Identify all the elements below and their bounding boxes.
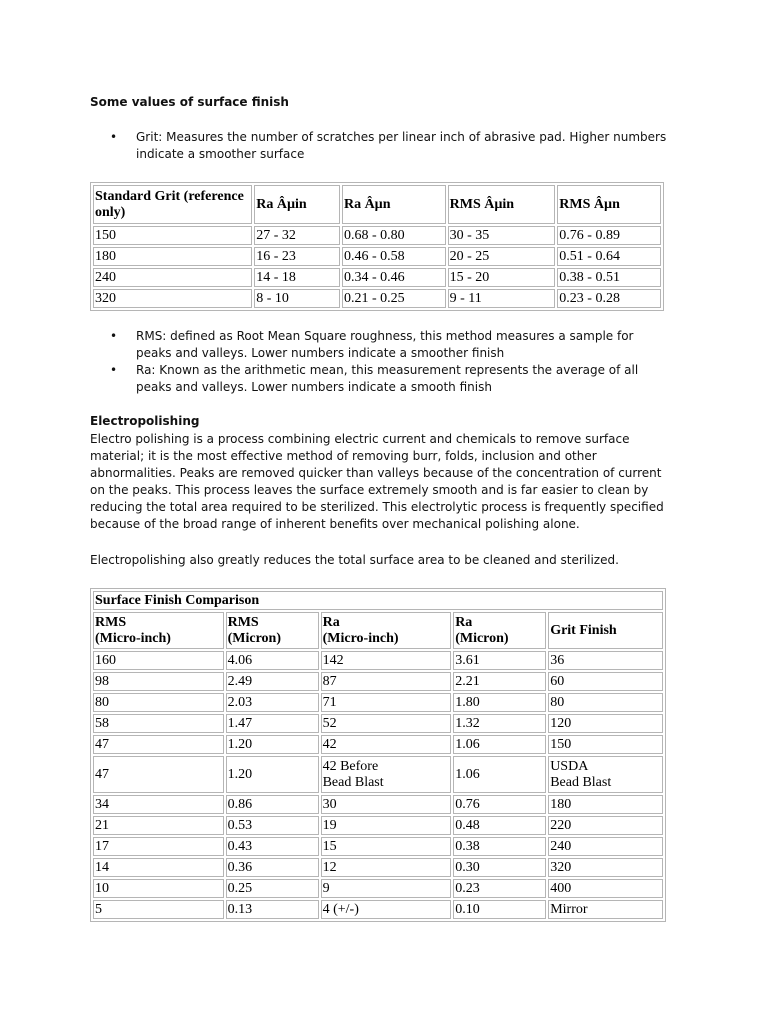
comparison-table-cell [93,756,224,793]
comparison-col-header-line: RMS [95,614,127,630]
comparison-table-caption: Surface Finish Comparison [93,591,663,610]
comparison-table-row [93,816,663,835]
comparison-col-header-line: Grit Finish [550,622,617,638]
grit-table-cell: 0.21 - 0.25 [342,289,446,308]
comparison-table-cell [226,879,319,898]
grit-table-cell: 15 - 20 [448,268,556,287]
grit-table-cell: 14 - 18 [254,268,340,287]
electropolishing-title: Electropolishing [90,414,200,428]
comparison-table-row [93,900,663,919]
comparison-table-cell [321,735,452,754]
comparison-table-cell [226,795,319,814]
comparison-table-cell [548,837,663,856]
grit-table-row [93,289,661,308]
comparison-table-cell [548,900,663,919]
grit-table-cell: 9 - 11 [448,289,556,308]
comparison-cell-line: 1.20 [227,766,253,782]
comparison-cell-line: 1.06 [455,736,480,752]
comparison-cell-line: Bead Blast [550,774,612,790]
comparison-cell-line: 19 [322,817,337,833]
grit-col-header: RMS Âµin [448,185,556,224]
comparison-table-cell [453,714,546,733]
comparison-table-row [93,858,663,877]
comparison-cell-line: 120 [550,715,572,731]
comparison-table-row [93,756,663,793]
section-title: Some values of surface finish [90,95,289,109]
comparison-table-cell [93,837,224,856]
comparison-table-cell [548,693,663,712]
comparison-table-cell [226,900,319,919]
comparison-table-cell [93,672,224,691]
comparison-table-row [93,879,663,898]
comparison-cell-line: 400 [550,880,572,896]
comparison-table-cell [321,756,452,793]
grit-table-cell: 0.51 - 0.64 [557,247,661,266]
comparison-table-row [93,714,663,733]
comparison-col-header-line: Ra [455,614,473,630]
comparison-cell-line: 5 [95,901,102,917]
comparison-cell-line: 180 [550,796,572,812]
comparison-cell-line: 34 [95,796,109,812]
comparison-table-cell [453,735,546,754]
comparison-col-header-line: (Micron) [455,630,509,646]
rms-bullet: • RMS: defined as Root Mean Square roughness, this method measures a sample for peaks and valleys. Lower numbers indicate a smoother finish [110,328,670,362]
comparison-col-header [453,612,546,649]
comparison-col-header-line: (Micron) [227,630,281,646]
comparison-col-header [226,612,319,649]
comparison-table-cell [321,858,452,877]
comparison-cell-line: 142 [322,652,344,668]
comparison-cell-line: 0.38 [455,838,480,854]
comparison-caption-row [93,591,663,610]
comparison-table-cell [226,756,319,793]
electropolishing-paragraph: Electro polishing is a process combining electric current and chemicals to remove surface material; it is the most effective method of removing burr, folds, inclusion and other abnormalities. Peaks are removed quicker than valleys because of the concentration of current on the peaks. This process leaves the surface extremely smooth and is far easier to clean by reducing the total area required to be sterilized. This electrolytic process is frequently specified because of the broad range of inherent benefits over mechanical polishing alone. [90,432,664,531]
comparison-table-row [93,735,663,754]
definition-bullet-list [110,328,670,396]
comparison-col-header-line: (Micro-inch) [322,630,399,646]
comparison-col-header-line: Ra [322,614,340,630]
comparison-table-cell [93,900,224,919]
comparison-cell-line: 1.20 [227,736,253,752]
comparison-cell-line: 36 [550,652,565,668]
grit-bullet: • Grit: Measures the number of scratches per linear inch of abrasive pad. Higher numbers indicate a smoother surface [110,129,670,163]
comparison-cell-line: 2.49 [227,673,253,689]
comparison-cell-line: 12 [322,859,337,875]
comparison-cell-line: 0.30 [455,859,480,875]
grit-table-row [93,268,661,287]
comparison-table-cell [548,858,663,877]
comparison-cell-line: 10 [95,880,109,896]
comparison-cell-line: 0.36 [227,859,253,875]
grit-table-row [93,247,661,266]
grit-table-cell: 180 [93,247,252,266]
comparison-table-cell [226,735,319,754]
comparison-table-cell [548,651,663,670]
comparison-table-cell [548,672,663,691]
comparison-cell-line: 1.80 [455,694,480,710]
comparison-cell-line: 0.10 [455,901,480,917]
comparison-table-row [93,693,663,712]
comparison-cell-line: 150 [550,736,572,752]
grit-table-cell: 0.38 - 0.51 [557,268,661,287]
comparison-table-body [93,651,663,919]
grit-table [90,182,664,311]
comparison-table-cell [453,879,546,898]
comparison-cell-line: 2.03 [227,694,253,710]
comparison-table-cell [548,735,663,754]
comparison-cell-line: 15 [322,838,337,854]
comparison-cell-line: 42 [322,736,337,752]
grit-table-cell: 320 [93,289,252,308]
comparison-cell-line: 0.53 [227,817,253,833]
comparison-table-cell [548,879,663,898]
comparison-col-header-line: (Micro-inch) [95,630,171,646]
comparison-cell-line: 0.43 [227,838,253,854]
comparison-cell-line: 87 [322,673,337,689]
comparison-cell-line: 1.06 [455,766,480,782]
comparison-table-cell [93,858,224,877]
comparison-table-row [93,795,663,814]
comparison-cell-line: 0.86 [227,796,253,812]
comparison-table-cell [93,795,224,814]
comparison-table-cell [321,816,452,835]
comparison-table-cell [226,693,319,712]
grit-table-cell: 0.46 - 0.58 [342,247,446,266]
comparison-table-cell [93,714,224,733]
grit-col-header: Ra Âµin [254,185,340,224]
grit-table-body [93,226,661,308]
comparison-table-cell [321,900,452,919]
grit-table-cell: 150 [93,226,252,245]
comparison-cell-line: 47 [95,736,109,752]
comparison-cell-line: 80 [95,694,109,710]
comparison-table-cell [321,714,452,733]
comparison-cell-line: 71 [322,694,337,710]
comparison-cell-line: Mirror [550,901,588,917]
comparison-cell-line: 98 [95,673,109,689]
comparison-table-cell [226,858,319,877]
grit-col-header: RMS Âµn [557,185,661,224]
grit-table-cell: 240 [93,268,252,287]
grit-table-cell: 20 - 25 [448,247,556,266]
comparison-cell-line: 21 [95,817,109,833]
comparison-cell-line: 240 [550,838,572,854]
comparison-cell-line: 9 [322,880,330,896]
ra-bullet: • Ra: Known as the arithmetic mean, this measurement represents the average of all peaks and valleys. Lower numbers indicate a smooth finish [110,362,670,396]
comparison-cell-line: 4.06 [227,652,253,668]
comparison-cell-line: 1.32 [455,715,480,731]
comparison-table-row [93,837,663,856]
comparison-table-cell [226,714,319,733]
surface-area-paragraph: Electropolishing also greatly reduces the total surface area to be cleaned and sterilized. [90,553,619,567]
comparison-cell-line: 58 [95,715,109,731]
comparison-cell-line: 0.25 [227,880,253,896]
comparison-table-cell [93,735,224,754]
comparison-col-header [93,612,224,649]
comparison-table-cell [321,693,452,712]
grit-table-cell: 0.76 - 0.89 [557,226,661,245]
comparison-table-cell [453,672,546,691]
comparison-table-cell [226,837,319,856]
comparison-table-cell [226,816,319,835]
comparison-table-cell [453,651,546,670]
comparison-table-cell [321,795,452,814]
grit-table-cell: 8 - 10 [254,289,340,308]
comparison-table-row [93,672,663,691]
comparison-cell-line: Bead Blast [322,774,384,790]
comparison-cell-line: 60 [550,673,565,689]
comparison-table-cell [548,816,663,835]
grit-table-cell: 0.23 - 0.28 [557,289,661,308]
comparison-col-header [548,612,663,649]
comparison-cell-line: 220 [550,817,572,833]
grit-col-header: Ra Âµn [342,185,446,224]
comparison-table-cell [548,756,663,793]
comparison-table-row [93,651,663,670]
comparison-col-header-line: RMS [227,614,259,630]
comparison-table-cell [548,714,663,733]
grit-col-header: Standard Grit (reference only) [93,185,252,224]
comparison-cell-line: 0.13 [227,901,253,917]
grit-table-header-row [93,185,661,224]
grit-table-cell: 0.34 - 0.46 [342,268,446,287]
comparison-cell-line: 17 [95,838,109,854]
comparison-table-cell [226,672,319,691]
comparison-cell-line: 160 [95,652,116,668]
comparison-table-cell [321,837,452,856]
comparison-cell-line: 47 [95,766,109,782]
comparison-table-cell [548,795,663,814]
comparison-header-row [93,612,663,649]
grit-table-cell: 30 - 35 [448,226,556,245]
comparison-cell-line: 42 Before [322,758,379,774]
comparison-table-cell [453,858,546,877]
grit-table-row [93,226,661,245]
comparison-cell-line: 2.21 [455,673,480,689]
comparison-table-cell [453,795,546,814]
comparison-cell-line: 52 [322,715,337,731]
comparison-cell-line: 30 [322,796,337,812]
comparison-cell-line: 0.48 [455,817,480,833]
surface-finish-comparison-table [90,588,666,922]
comparison-cell-line: 4 (+/-) [322,901,359,917]
grit-table-cell: 0.68 - 0.80 [342,226,446,245]
comparison-table-cell [321,879,452,898]
comparison-table-cell [93,693,224,712]
comparison-table-cell [93,816,224,835]
comparison-cell-line: 80 [550,694,565,710]
comparison-table-cell [453,816,546,835]
grit-table-cell: 27 - 32 [254,226,340,245]
comparison-table-cell [453,900,546,919]
comparison-col-header [321,612,452,649]
comparison-cell-line: 0.76 [455,796,480,812]
grit-table-cell: 16 - 23 [254,247,340,266]
comparison-table-cell [453,837,546,856]
comparison-cell-line: 320 [550,859,572,875]
comparison-cell-line: USDA [550,758,589,774]
comparison-cell-line: 3.61 [455,652,480,668]
comparison-cell-line: 1.47 [227,715,253,731]
comparison-cell-line: 0.23 [455,880,480,896]
comparison-table-cell [226,651,319,670]
grit-bullet-list [110,129,670,163]
comparison-table-cell [453,693,546,712]
comparison-cell-line: 14 [95,859,109,875]
comparison-table-cell [93,651,224,670]
comparison-table-cell [93,879,224,898]
comparison-table-cell [453,756,546,793]
comparison-table-cell [321,672,452,691]
comparison-table-cell [321,651,452,670]
